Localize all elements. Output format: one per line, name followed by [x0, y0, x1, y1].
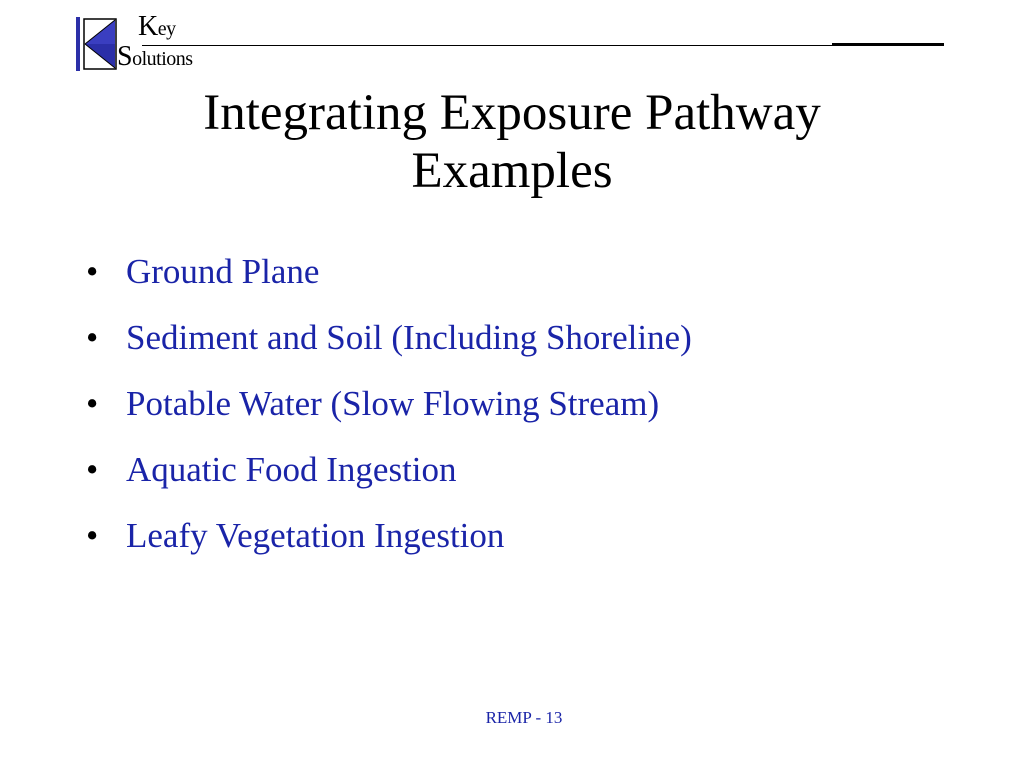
bullet-text: Potable Water (Slow Flowing Stream)	[126, 384, 660, 423]
logo-rest-olutions: olutions	[132, 48, 193, 70]
slide-title-line-1: Integrating Exposure Pathway	[203, 85, 821, 141]
logo-word-solutions	[117, 43, 193, 71]
bullet-dot-icon: •	[86, 450, 99, 489]
bullet-dot-icon: •	[86, 384, 99, 423]
bullet-text: Leafy Vegetation Ingestion	[126, 516, 505, 555]
bullet-text: Ground Plane	[126, 252, 320, 291]
header-divider	[142, 45, 944, 46]
bullet-dot-icon: •	[86, 516, 99, 555]
bullet-text: Aquatic Food Ingestion	[126, 450, 457, 489]
logo-word-key	[138, 13, 176, 41]
slide-title-line-2: Examples	[411, 143, 613, 199]
bullet-item	[86, 510, 692, 576]
bullet-dot-icon: •	[86, 252, 99, 291]
logo-rest-ey: ey	[157, 18, 176, 40]
bullet-item	[86, 378, 692, 444]
logo-initial-k: K	[138, 11, 158, 42]
bullet-item	[86, 444, 692, 510]
logo-initial-s: S	[117, 41, 133, 72]
bullet-dot-icon: •	[86, 318, 99, 357]
slide-footer-page-label: REMP - 13	[485, 708, 563, 727]
bullet-text: Sediment and Soil (Including Shoreline)	[126, 318, 692, 357]
key-solutions-logo-icon	[76, 17, 120, 71]
bullet-list	[86, 246, 692, 576]
slide-title	[0, 84, 1024, 200]
company-logo	[76, 11, 221, 72]
bullet-item	[86, 312, 692, 378]
header-accent-line	[832, 43, 944, 45]
bullet-item	[86, 246, 692, 312]
